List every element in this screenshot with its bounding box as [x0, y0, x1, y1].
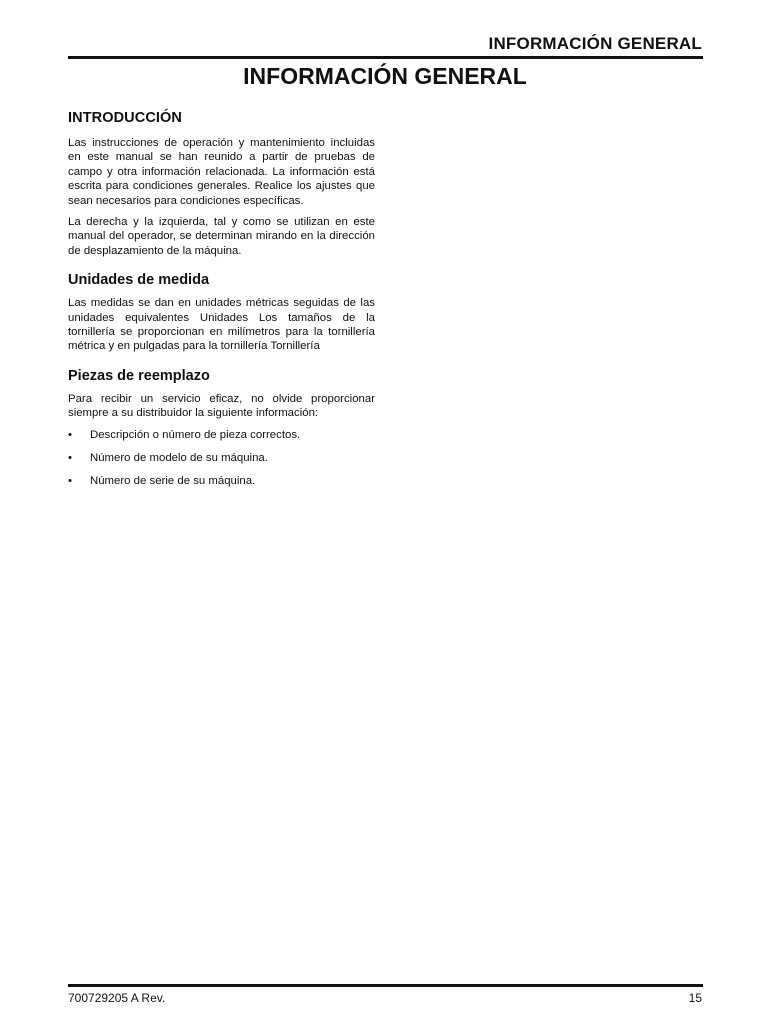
list-item-text: Número de modelo de su máquina. [90, 451, 268, 464]
footer-doc-number: 700729205 A Rev. [68, 991, 166, 1005]
units-paragraph: Las medidas se dan en unidades métricas seguidas de las unidades equivalentes Unidades Los tamaños de la tornillería se proporcionan en milímetros para la tornillería métrica y en pulgadas para la tornillería Tornillería [68, 297, 375, 353]
bullet-icon: • [68, 451, 72, 464]
bullet-icon: • [68, 474, 72, 487]
section-heading-unidades: Unidades de medida [68, 272, 210, 289]
intro-paragraph-1: Las instrucciones de operación y mantenimiento incluidas en este manual se han reunido a partir de pruebas de campo y otra información relacionada. La información está escrita para condiciones generales. Realice los ajustes que sean necesarios para condiciones específicas. [68, 137, 375, 207]
parts-paragraph: Para recibir un servicio eficaz, no olvide proporcionar siempre a su distribuidor la siguiente información: [68, 392, 375, 420]
page-title: INFORMACIÓN GENERAL [243, 63, 527, 89]
content-column [68, 110, 375, 496]
parts-info-list [68, 428, 375, 488]
footer-page-number: 15 [688, 991, 702, 1005]
list-item-text: Descripción o número de pieza correctos. [90, 428, 301, 441]
intro-paragraph-2: La derecha y la izquierda, tal y como se utilizan en este manual del operador, se determinan mirando en la dirección de desplazamiento de la máquina. [68, 216, 375, 257]
list-item-text: Número de serie de su máquina. [90, 474, 256, 487]
list-item [68, 474, 375, 488]
list-item [68, 451, 375, 465]
section-heading-introduccion: INTRODUCCIÓN [68, 110, 182, 126]
header-rule [68, 56, 703, 59]
footer-rule [68, 984, 703, 987]
list-item [68, 428, 375, 442]
bullet-icon: • [68, 428, 72, 441]
section-heading-piezas: Piezas de reemplazo [68, 367, 210, 384]
running-header-title: INFORMACIÓN GENERAL [488, 34, 702, 53]
